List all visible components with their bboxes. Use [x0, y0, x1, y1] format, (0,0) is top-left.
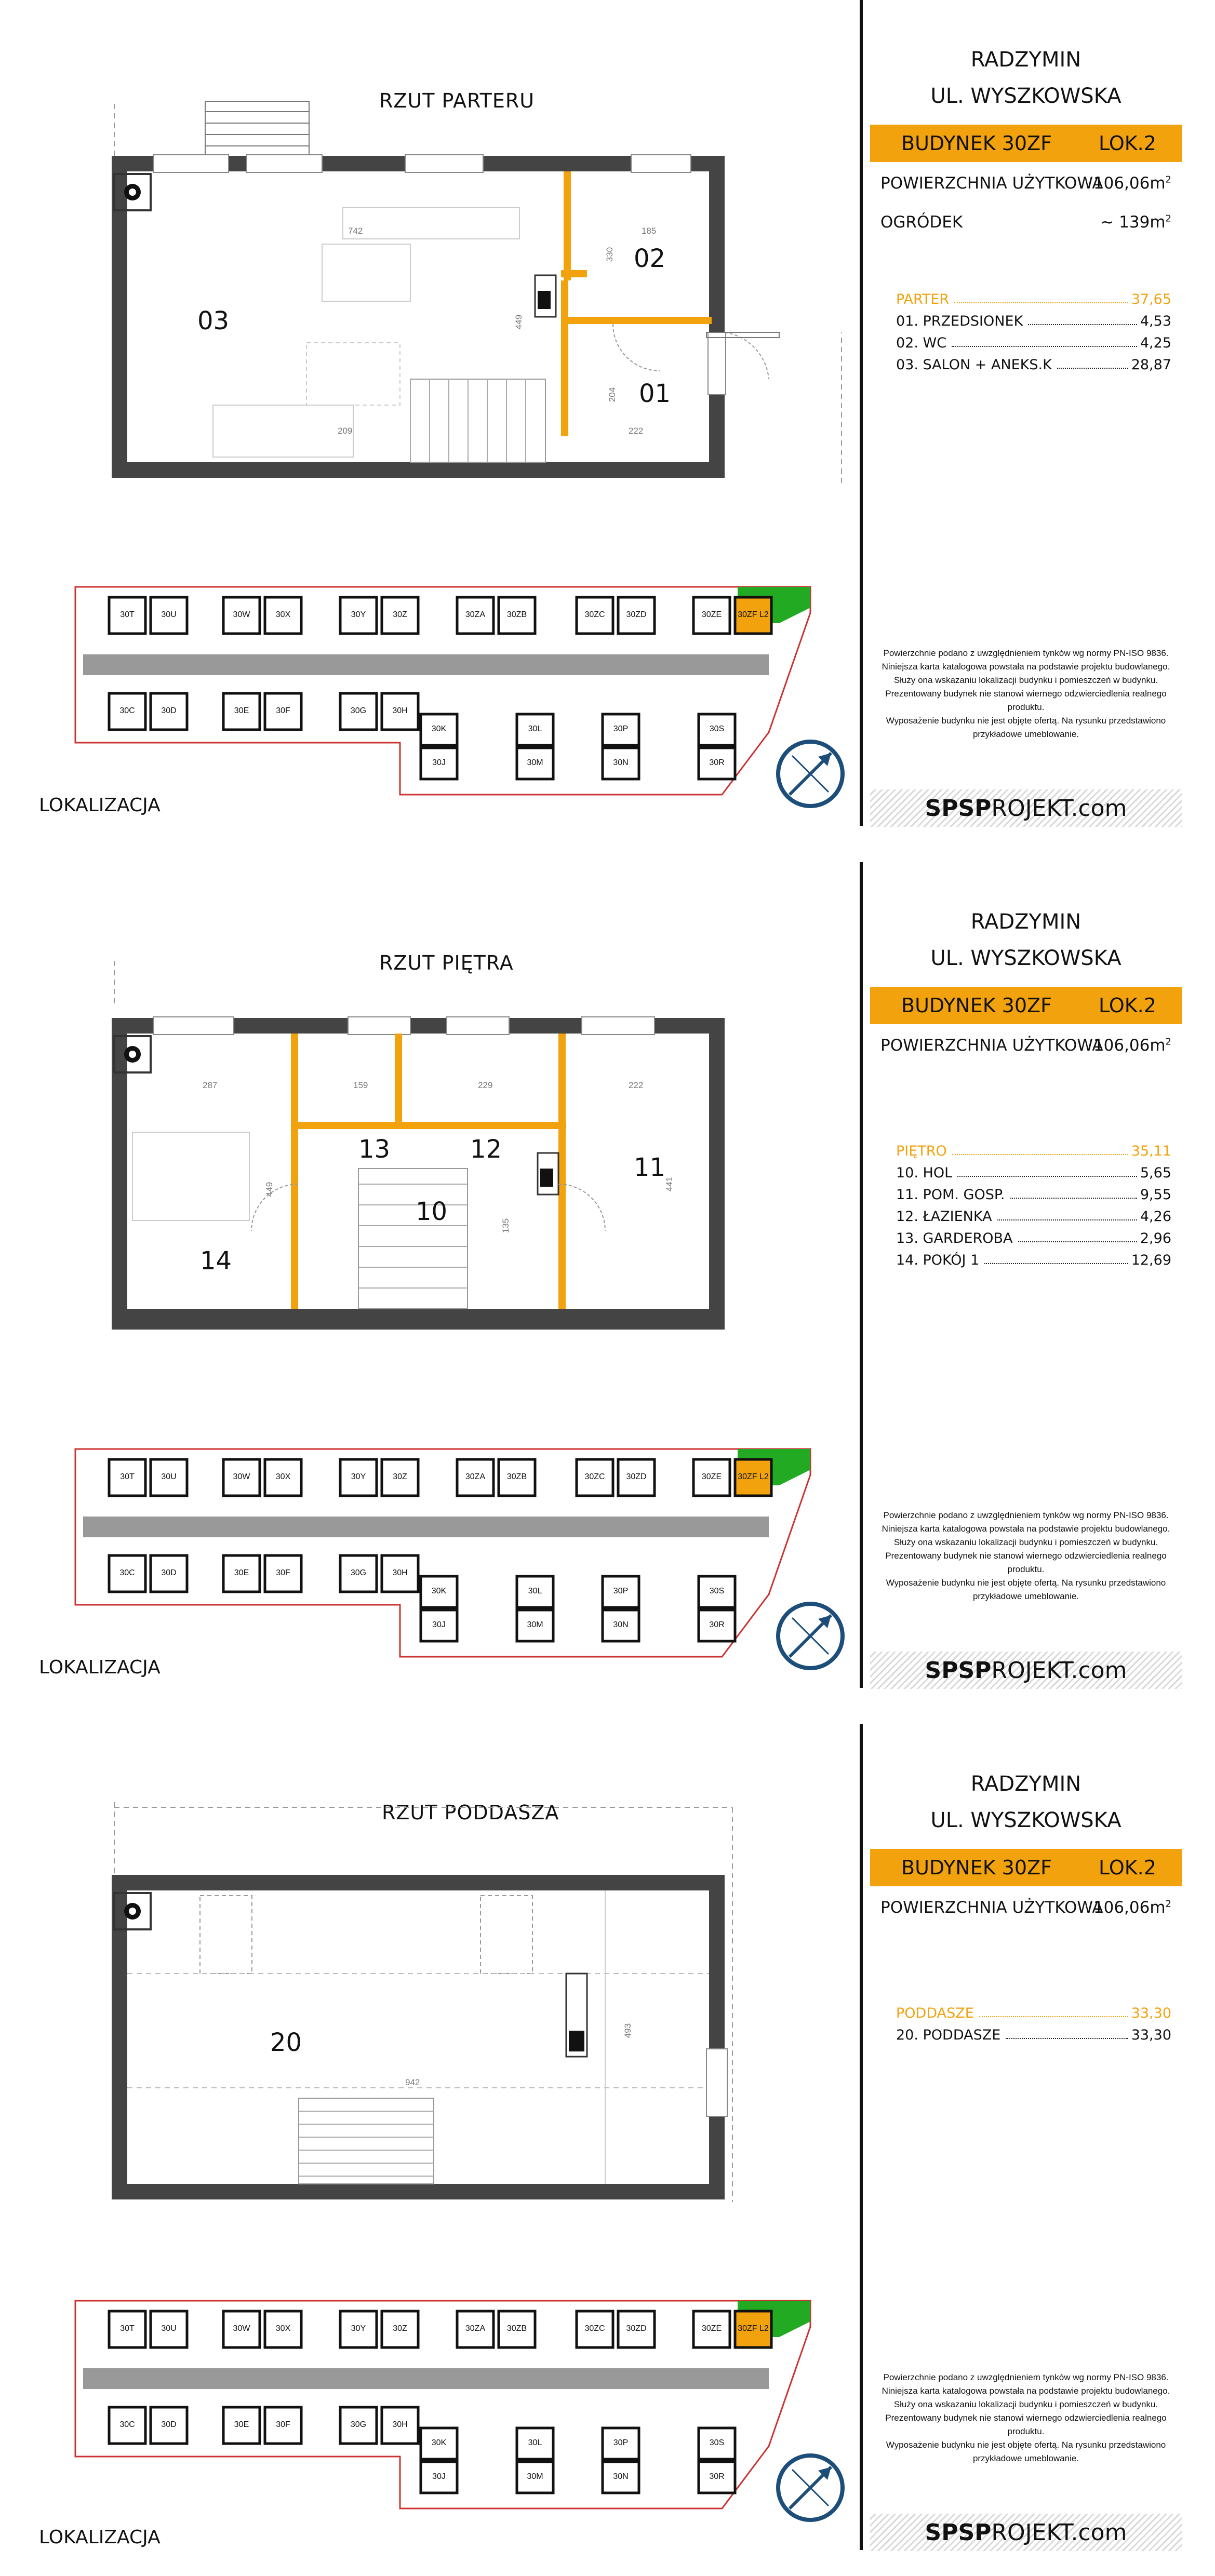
town-name: RADZYMIN — [970, 48, 1082, 72]
site-unit-label: 30P — [613, 1587, 629, 1595]
site-unit-label: 30ZB — [506, 1472, 527, 1481]
unit-label: LOK.2 — [1099, 1856, 1156, 1879]
unit-label: LOK.2 — [1099, 994, 1156, 1017]
leader-dots — [954, 302, 1128, 303]
garden-row — [880, 213, 1171, 232]
site-unit-label: 30U — [161, 2324, 177, 2333]
disclaimer-line: Niniejsza karta katalogowa powstała na podstawie projektu budowlanego. — [882, 1524, 1170, 1534]
location-label: LOKALIZACJA — [39, 795, 161, 816]
site-unit-label: 30ZD — [626, 1472, 647, 1481]
site-unit-label: 30C — [119, 706, 135, 715]
company-logo[interactable] — [870, 789, 1182, 827]
room-area: 33,30 — [1131, 2027, 1171, 2043]
site-unit-label: 30Z — [393, 1472, 407, 1481]
site-unit-label: 30Y — [351, 2324, 366, 2333]
site-unit-label: 30R — [709, 1620, 725, 1629]
room-label: 10. HOL — [896, 1165, 954, 1181]
area-unit-sup: 2 — [1165, 174, 1171, 185]
site-unit-label: 30ZE — [701, 1472, 722, 1481]
dimension-label: 449 — [264, 1182, 275, 1197]
site-unit-label: 30E — [234, 2420, 249, 2429]
room-row — [896, 2021, 1171, 2043]
disclaimer-line: Niniejsza karta katalogowa powstała na podstawie projektu budowlanego. — [882, 662, 1170, 672]
level-value: 37,65 — [1131, 291, 1171, 307]
dimension-label: 209 — [338, 426, 353, 436]
leader-dots — [997, 1219, 1137, 1220]
site-unit-label: 30N — [613, 1620, 629, 1629]
building-band — [870, 987, 1182, 1024]
logo-bold: SPSP — [925, 2519, 992, 2546]
dimension-label: 287 — [203, 1080, 218, 1090]
room-row — [896, 1181, 1171, 1203]
site-unit-label: 30Y — [351, 610, 366, 619]
logo-bold: SPSP — [925, 1657, 992, 1684]
room-label: 13. GARDEROBA — [896, 1230, 1015, 1246]
site-unit-label: 30C — [119, 2420, 135, 2429]
room-label: 14. POKÓJ 1 — [896, 1252, 981, 1268]
site-unit-label: 30G — [350, 706, 367, 715]
level-value: 33,30 — [1131, 2005, 1171, 2021]
site-unit-label: 30E — [234, 1568, 249, 1577]
site-plan — [0, 1439, 857, 1688]
disclaimer-line: Wyposażenie budynku nie jest objęte ofertą. Na rysunku przedstawiono — [886, 2440, 1166, 2450]
info-panel — [870, 1766, 1182, 2546]
town-name: RADZYMIN — [970, 1772, 1082, 1796]
floor-plan-drawing — [0, 0, 857, 499]
rooms-table — [896, 2000, 1171, 2043]
panel-divider — [860, 0, 863, 826]
catalog-sheet-1 — [0, 0, 1215, 852]
room-row — [896, 1159, 1171, 1181]
disclaimer-line: Wyposażenie budynku nie jest objęte ofertą. Na rysunku przedstawiono — [886, 716, 1166, 726]
site-unit-label: 30Z — [393, 2324, 407, 2333]
level-summary-row — [896, 1137, 1171, 1159]
area-unit-sup: 2 — [1165, 1036, 1171, 1048]
disclaimer-note — [870, 647, 1182, 741]
dimension-label: 222 — [629, 1080, 644, 1090]
company-logo[interactable] — [870, 2514, 1182, 2551]
leader-dots — [1057, 368, 1128, 369]
garden-number: ~ 139m — [1100, 213, 1166, 232]
usable-area-value — [1093, 1036, 1171, 1055]
site-unit-label: 30S — [709, 725, 725, 733]
level-label: PARTER — [896, 291, 951, 307]
room-row — [896, 307, 1171, 329]
disclaimer-line: Powierzchnie podano z uwzględnieniem tynków wg normy PN-ISO 9836. — [883, 2372, 1169, 2382]
disclaimer-line: Prezentowany budynek nie stanowi wiernego odzwierciedlenia realnego produktu. — [885, 689, 1167, 712]
site-unit-label: 30ZC — [584, 610, 605, 619]
leader-dots — [979, 2016, 1128, 2017]
disclaimer-line: Powierzchnie podano z uwzględnieniem tynków wg normy PN-ISO 9836. — [883, 648, 1169, 658]
room-label: 20. PODDASZE — [896, 2027, 1003, 2043]
site-unit-label: 30ZA — [465, 2324, 486, 2333]
site-unit-label: 30N — [613, 2472, 629, 2481]
site-unit-label: 30K — [431, 725, 447, 733]
catalog-sheet-2 — [0, 862, 1215, 1714]
dimension-label: 159 — [353, 1080, 368, 1090]
site-unit-label: 30H — [392, 1568, 408, 1577]
usable-area-number: 106,06m — [1093, 1898, 1166, 1917]
site-unit-label: 30S — [709, 2438, 725, 2447]
room-label: 11. POM. GOSP. — [896, 1187, 1007, 1203]
street-name: UL. WYSZKOWSKA — [930, 1808, 1121, 1832]
site-unit-label: 30D — [161, 706, 177, 715]
building-band — [870, 1849, 1182, 1886]
site-unit-label: 30R — [709, 2472, 725, 2481]
site-unit-label: 30M — [527, 758, 543, 767]
disclaimer-line: Wyposażenie budynku nie jest objęte ofertą. Na rysunku przedstawiono — [886, 1578, 1166, 1588]
site-unit-label: 30ZE — [701, 2324, 722, 2333]
plan-title: RZUT PODDASZA — [382, 1801, 559, 1824]
site-unit-label: 30ZD — [626, 2324, 647, 2333]
site-unit-label: 30T — [120, 2324, 135, 2333]
disclaimer-note — [870, 1509, 1182, 1603]
leader-dots — [984, 1263, 1128, 1264]
garden-unit-sup: 2 — [1165, 213, 1171, 224]
site-unit-label: 30S — [709, 1587, 725, 1595]
site-unit-label: 30G — [350, 1568, 367, 1577]
site-unit-label: 30U — [161, 610, 177, 619]
site-unit-label: 30C — [119, 1568, 135, 1577]
usable-area-label: POWIERZCHNIA UŻYTKOWA — [880, 174, 1103, 193]
site-unit-label: 30F — [276, 1568, 290, 1577]
garden-label: OGRÓDEK — [880, 213, 963, 232]
room-area: 4,25 — [1140, 335, 1171, 351]
disclaimer-line: Służy ona wskazaniu lokalizacji budynku i pomieszczeń w budynku. — [893, 675, 1158, 685]
site-unit-label: 30ZF L2 — [738, 610, 769, 619]
info-panel — [870, 904, 1182, 1684]
dimension-label: 222 — [629, 426, 644, 436]
disclaimer-line: Prezentowany budynek nie stanowi wiernego odzwierciedlenia realnego produktu. — [885, 1551, 1167, 1574]
site-unit-label: 30X — [275, 610, 291, 619]
building-label: BUDYNEK 30ZF — [901, 994, 1052, 1017]
site-plan — [0, 576, 857, 826]
info-panel — [870, 42, 1182, 822]
site-unit-label: 30J — [432, 758, 446, 767]
site-unit-label: 30F — [276, 706, 290, 715]
room-area: 28,87 — [1131, 357, 1171, 373]
area-unit-sup: 2 — [1165, 1898, 1171, 1910]
site-unit-label: 30J — [432, 1620, 446, 1629]
site-unit-label: 30W — [233, 2324, 250, 2333]
room-row — [896, 1225, 1171, 1246]
room-number: 03 — [197, 306, 230, 336]
dimension-label: 742 — [348, 226, 363, 236]
plan-title: RZUT PARTERU — [379, 89, 535, 112]
site-unit-label: 30W — [233, 1472, 250, 1481]
leader-dots — [1006, 2038, 1128, 2039]
usable-area-row — [880, 174, 1171, 193]
usable-area-value — [1093, 1898, 1171, 1917]
site-unit-label: 30ZD — [626, 610, 647, 619]
site-unit-label: 30ZF L2 — [738, 1472, 769, 1481]
room-row — [896, 1203, 1171, 1225]
site-unit-label: 30H — [392, 2420, 408, 2429]
dimension-label: 441 — [664, 1176, 675, 1192]
logo-rest: ROJEKT.com — [991, 795, 1127, 822]
usable-area-row — [880, 1898, 1171, 1917]
usable-area-number: 106,06m — [1093, 1036, 1166, 1055]
leader-dots — [1010, 1198, 1137, 1199]
floor-plan-drawing — [0, 862, 857, 1361]
site-unit-label: 30ZE — [701, 610, 722, 619]
site-unit-label: 30L — [528, 725, 542, 733]
site-unit-label: 30K — [431, 1587, 447, 1595]
unit-label: LOK.2 — [1099, 132, 1156, 155]
room-area: 12,69 — [1131, 1252, 1171, 1268]
room-number: 11 — [634, 1153, 666, 1182]
catalog-sheet-3 — [0, 1724, 1215, 2576]
room-area: 2,96 — [1140, 1230, 1171, 1246]
dimension-label: 135 — [501, 1218, 511, 1233]
dimension-label: 330 — [605, 247, 615, 262]
panel-divider — [860, 862, 863, 1688]
disclaimer-line: Służy ona wskazaniu lokalizacji budynku i pomieszczeń w budynku. — [893, 2399, 1158, 2409]
room-number: 13 — [358, 1135, 391, 1164]
site-unit-label: 30K — [431, 2438, 447, 2447]
site-unit-label: 30L — [528, 2438, 542, 2447]
site-unit-label: 30ZB — [506, 2324, 527, 2333]
disclaimer-note — [870, 2371, 1182, 2465]
site-unit-label: 30D — [161, 1568, 177, 1577]
site-unit-label: 30M — [527, 1620, 543, 1629]
site-unit-label: 30ZC — [584, 2324, 605, 2333]
level-label: PIĘTRO — [896, 1143, 949, 1159]
site-unit-label: 30R — [709, 758, 725, 767]
disclaimer-line: przykładowe umeblowanie. — [972, 729, 1079, 739]
logo-rest: ROJEKT.com — [991, 1657, 1127, 1684]
disclaimer-line: Niniejsza karta katalogowa powstała na podstawie projektu budowlanego. — [882, 2386, 1170, 2396]
site-unit-label: 30G — [350, 2420, 367, 2429]
town-name: RADZYMIN — [970, 910, 1082, 934]
logo-rest: ROJEKT.com — [991, 2519, 1127, 2546]
garden-value — [1100, 213, 1171, 232]
site-unit-label: 30Z — [393, 610, 407, 619]
site-unit-label: 30ZB — [506, 610, 527, 619]
level-label: PODDASZE — [896, 2005, 976, 2021]
leader-dots — [952, 1154, 1128, 1155]
site-unit-label: 30N — [613, 758, 629, 767]
room-area: 4,26 — [1140, 1209, 1171, 1225]
site-unit-label: 30P — [613, 2438, 629, 2447]
site-plan — [0, 2290, 857, 2540]
usable-area-row — [880, 1036, 1171, 1055]
room-row — [896, 1246, 1171, 1268]
room-number: 20 — [270, 2028, 302, 2057]
dimension-label: 449 — [514, 314, 524, 330]
disclaimer-line: Powierzchnie podano z uwzględnieniem tynków wg normy PN-ISO 9836. — [883, 1510, 1169, 1520]
site-unit-label: 30F — [276, 2420, 290, 2429]
building-band — [870, 125, 1182, 162]
site-unit-label: 30X — [275, 2324, 291, 2333]
building-label: BUDYNEK 30ZF — [901, 132, 1052, 155]
disclaimer-line: przykładowe umeblowanie. — [972, 1591, 1079, 1601]
location-label: LOKALIZACJA — [39, 1657, 161, 1678]
site-unit-label: 30T — [120, 610, 135, 619]
room-number: 12 — [470, 1135, 502, 1164]
leader-dots — [957, 1176, 1137, 1177]
site-unit-label: 30T — [120, 1472, 135, 1481]
disclaimer-line: Prezentowany budynek nie stanowi wiernego odzwierciedlenia realnego produktu. — [885, 2413, 1167, 2436]
room-number: 14 — [200, 1246, 232, 1276]
site-unit-label: 30ZC — [584, 1472, 605, 1481]
site-unit-label: 30ZF L2 — [738, 2324, 769, 2333]
usable-area-number: 106,06m — [1093, 174, 1166, 193]
room-label: 01. PRZEDSIONEK — [896, 313, 1025, 329]
room-label: 02. WC — [896, 335, 949, 351]
room-label: 12. ŁAZIENKA — [896, 1209, 994, 1225]
rooms-table — [896, 1137, 1171, 1268]
room-label: 03. SALON + ANEKS.K — [896, 357, 1054, 373]
room-area: 4,53 — [1140, 313, 1171, 329]
company-logo[interactable] — [870, 1652, 1182, 1689]
dimension-label: 229 — [478, 1080, 493, 1090]
disclaimer-line: Służy ona wskazaniu lokalizacji budynku i pomieszczeń w budynku. — [893, 1537, 1158, 1547]
floor-plan-drawing — [0, 1724, 857, 2223]
room-number: 10 — [416, 1197, 448, 1226]
location-label: LOKALIZACJA — [39, 2527, 161, 2548]
site-unit-label: 30ZA — [465, 610, 486, 619]
level-summary-row — [896, 286, 1171, 307]
leader-dots — [952, 346, 1137, 347]
site-unit-label: 30ZA — [465, 1472, 486, 1481]
disclaimer-line: przykładowe umeblowanie. — [972, 2453, 1079, 2463]
site-unit-label: 30X — [275, 1472, 291, 1481]
panel-divider — [860, 1724, 863, 2550]
rooms-table — [896, 286, 1171, 373]
site-unit-label: 30E — [234, 706, 249, 715]
site-unit-label: 30U — [161, 1472, 177, 1481]
plan-title: RZUT PIĘTRA — [379, 951, 514, 974]
usable-area-label: POWIERZCHNIA UŻYTKOWA — [880, 1898, 1103, 1917]
site-unit-label: 30Y — [351, 1472, 366, 1481]
site-unit-label: 30H — [392, 706, 408, 715]
site-unit-label: 30L — [528, 1587, 542, 1595]
room-area: 5,65 — [1140, 1165, 1171, 1181]
floor-plan — [0, 0, 857, 499]
leader-dots — [1028, 324, 1137, 325]
level-value: 35,11 — [1131, 1143, 1171, 1159]
dimension-label: 204 — [607, 387, 618, 403]
room-number: 01 — [639, 379, 671, 408]
leader-dots — [1018, 1241, 1137, 1242]
site-unit-label: 30P — [613, 725, 629, 733]
site-unit-label: 30M — [527, 2472, 543, 2481]
street-name: UL. WYSZKOWSKA — [930, 84, 1121, 108]
dimension-label: 493 — [623, 2023, 633, 2038]
site-unit-label: 30W — [233, 610, 250, 619]
room-number: 02 — [634, 244, 666, 273]
level-summary-row — [896, 2000, 1171, 2021]
usable-area-value — [1093, 174, 1171, 193]
usable-area-label: POWIERZCHNIA UŻYTKOWA — [880, 1036, 1103, 1055]
dimension-label: 942 — [405, 2077, 420, 2087]
building-label: BUDYNEK 30ZF — [901, 1856, 1052, 1879]
floor-plan — [0, 1724, 857, 2223]
room-row — [896, 329, 1171, 351]
street-name: UL. WYSZKOWSKA — [930, 946, 1121, 970]
floor-plan — [0, 862, 857, 1361]
logo-bold: SPSP — [925, 795, 992, 822]
site-unit-label: 30J — [432, 2472, 446, 2481]
dimension-label: 185 — [642, 226, 657, 236]
room-area: 9,55 — [1140, 1187, 1171, 1203]
site-unit-label: 30D — [161, 2420, 177, 2429]
room-row — [896, 351, 1171, 373]
